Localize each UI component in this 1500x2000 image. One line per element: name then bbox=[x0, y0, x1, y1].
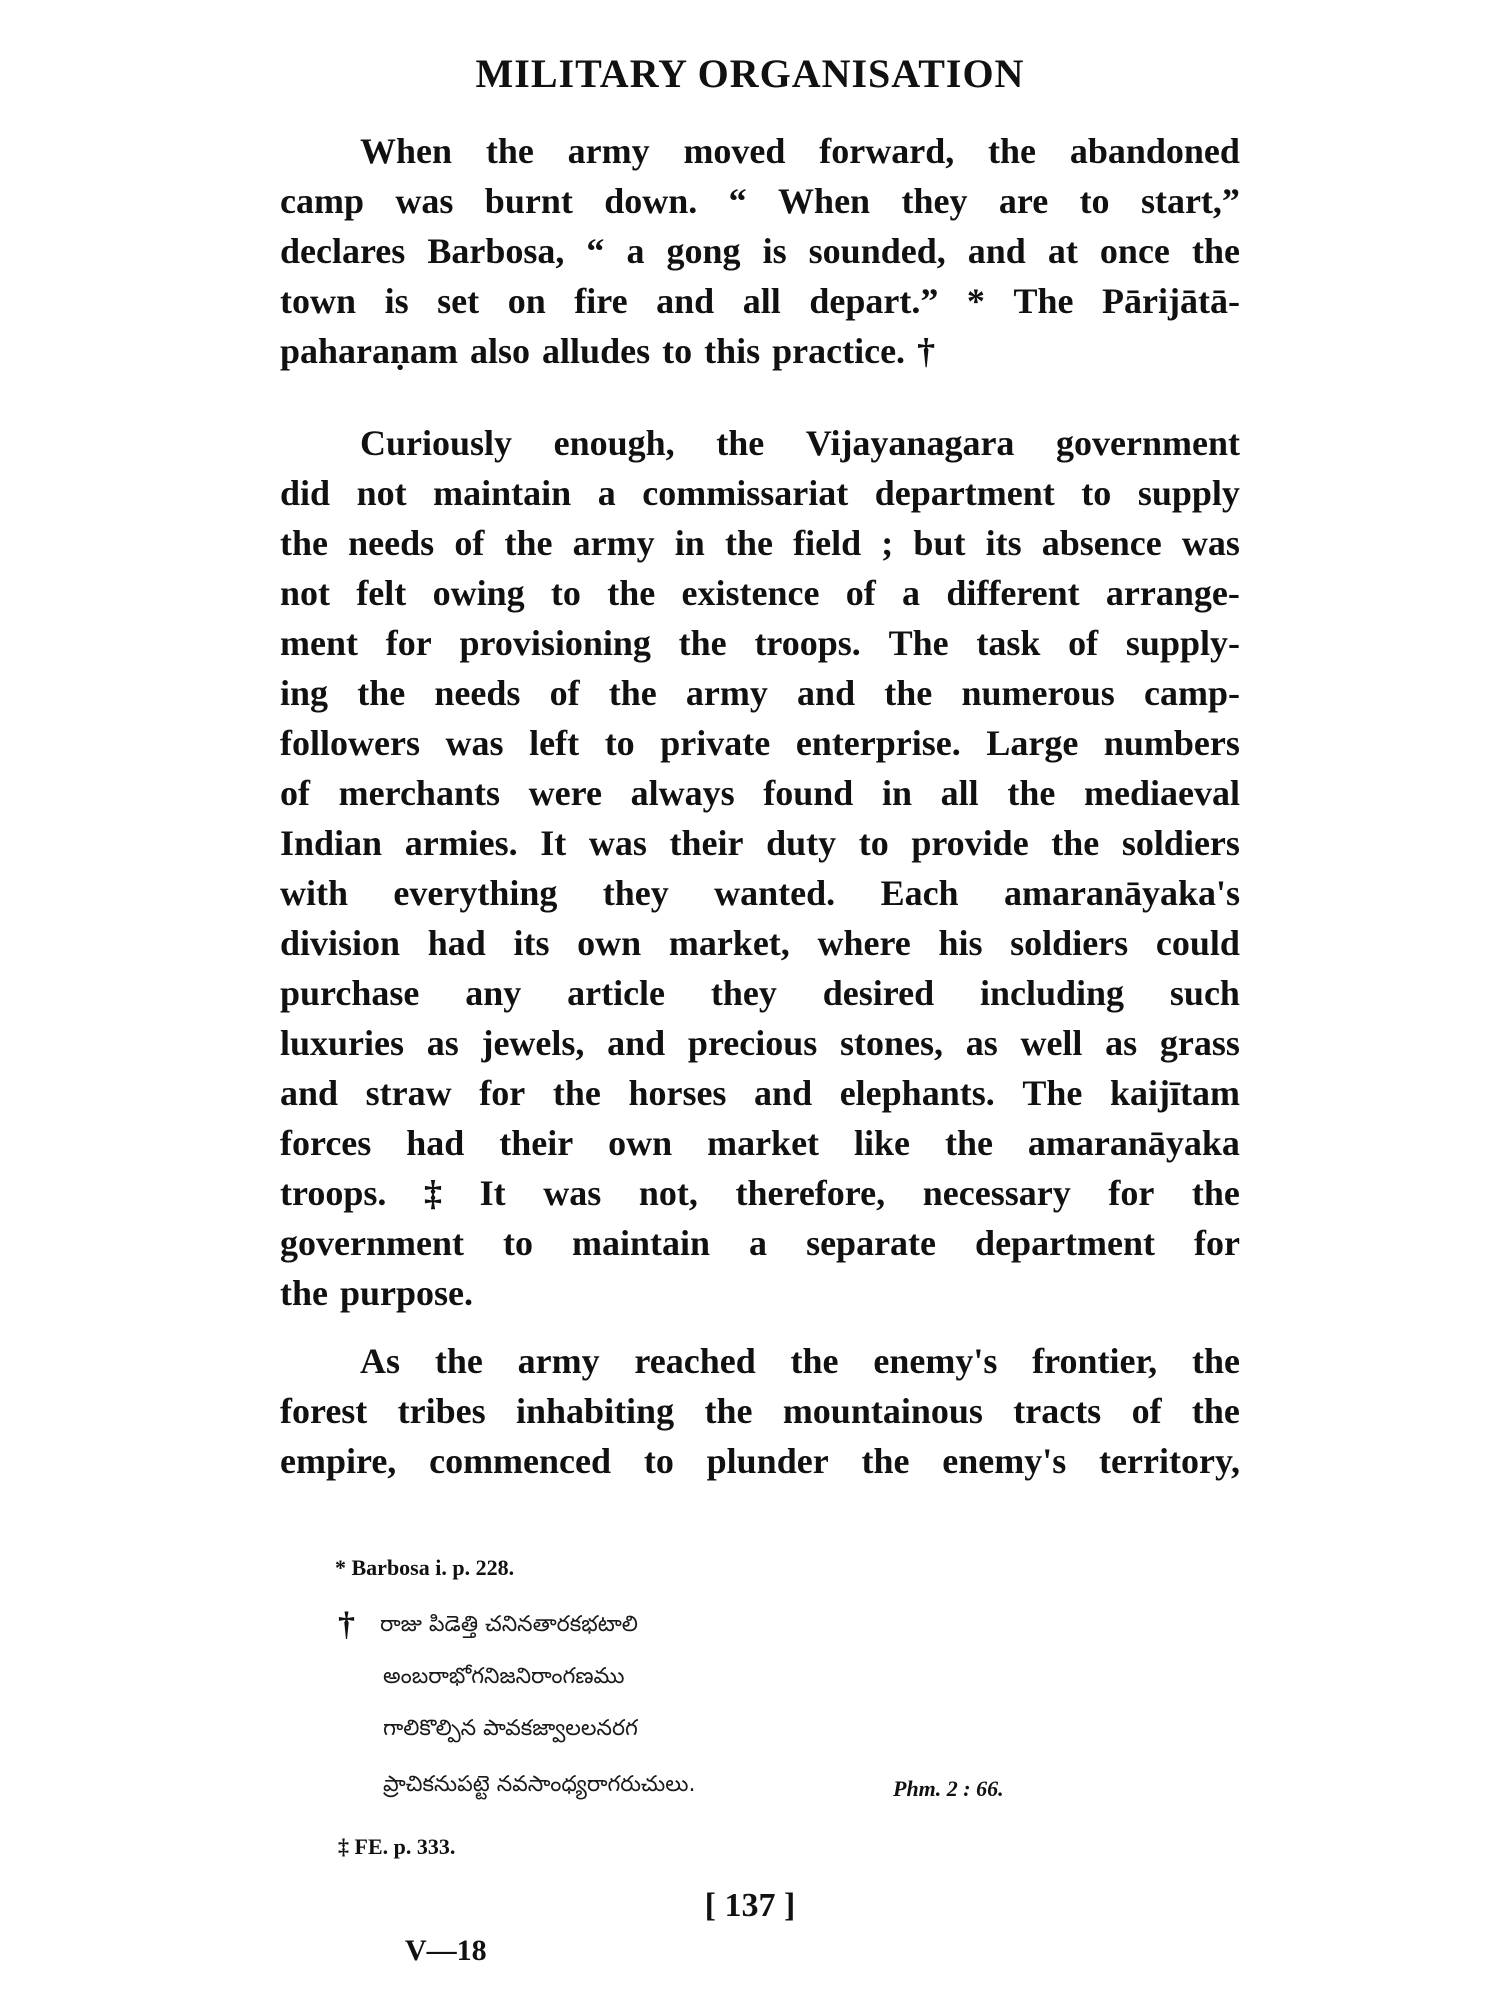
word: mediaeval bbox=[1084, 773, 1240, 813]
word: soldiers bbox=[1010, 923, 1129, 963]
word: supply- bbox=[1125, 623, 1240, 663]
word: duty bbox=[766, 823, 837, 863]
word: were bbox=[528, 773, 602, 813]
word: down. bbox=[604, 181, 698, 221]
word: tribes bbox=[397, 1391, 486, 1431]
word: had bbox=[406, 1123, 465, 1163]
word: division bbox=[280, 923, 401, 963]
text-line bbox=[280, 1436, 1240, 1486]
word: for bbox=[1108, 1173, 1155, 1213]
paragraph-3 bbox=[280, 1336, 1240, 1486]
word: armies. bbox=[404, 823, 518, 863]
text-line bbox=[280, 126, 1240, 176]
word: It bbox=[540, 823, 567, 863]
word: not bbox=[356, 473, 407, 513]
word: they bbox=[602, 873, 669, 913]
word: found bbox=[763, 773, 854, 813]
word: Pārijātā- bbox=[1102, 281, 1240, 321]
text-line bbox=[280, 1268, 1240, 1318]
word: The bbox=[1022, 1073, 1083, 1113]
word: was bbox=[588, 823, 647, 863]
text-line bbox=[280, 818, 1240, 868]
word: absence bbox=[1041, 523, 1162, 563]
word: sounded, bbox=[808, 231, 946, 271]
word: practice. bbox=[772, 331, 906, 371]
word: When bbox=[778, 181, 871, 221]
word: the bbox=[1191, 231, 1240, 271]
word: horses bbox=[628, 1073, 727, 1113]
word: to bbox=[1079, 181, 1110, 221]
word: for bbox=[479, 1073, 526, 1113]
word: and bbox=[967, 231, 1026, 271]
word: the bbox=[1007, 773, 1056, 813]
word: moved bbox=[683, 131, 786, 171]
word: desired bbox=[822, 973, 935, 1013]
word: to bbox=[502, 1223, 533, 1263]
word: depart.” bbox=[809, 281, 939, 321]
telugu-verse-line: గాలికొల్పిన పావకజ్వాలలనరగ bbox=[383, 1716, 638, 1741]
word: was bbox=[395, 181, 454, 221]
word: a bbox=[597, 473, 616, 513]
word: in bbox=[674, 523, 705, 563]
word: and bbox=[797, 673, 856, 713]
word: always bbox=[630, 773, 735, 813]
word: the bbox=[607, 573, 656, 613]
text-line bbox=[280, 1168, 1240, 1218]
word: the bbox=[861, 1441, 910, 1481]
word: could bbox=[1155, 923, 1240, 963]
word: amaranāyaka's bbox=[1003, 873, 1240, 913]
word: and bbox=[656, 281, 715, 321]
word: burnt bbox=[484, 181, 573, 221]
word: is bbox=[384, 281, 409, 321]
word: the bbox=[485, 131, 534, 171]
word: of bbox=[1131, 1391, 1162, 1431]
word: field bbox=[793, 523, 862, 563]
telugu-verse-line: రాజు పిడెత్తి చనినతారకభటాలి bbox=[380, 1612, 638, 1637]
word: private bbox=[660, 723, 771, 763]
word: everything bbox=[393, 873, 558, 913]
word: where bbox=[817, 923, 911, 963]
word: a bbox=[902, 573, 921, 613]
word: “ bbox=[728, 181, 747, 221]
text-line bbox=[280, 618, 1240, 668]
footnote-star: * Barbosa i. p. 228. bbox=[335, 1555, 515, 1580]
word: When bbox=[360, 131, 453, 171]
word: abandoned bbox=[1069, 131, 1240, 171]
word: to bbox=[550, 573, 581, 613]
word: are bbox=[998, 181, 1049, 221]
word: followers bbox=[280, 723, 420, 763]
word: the bbox=[552, 1073, 601, 1113]
word: commenced bbox=[429, 1441, 612, 1481]
word: the bbox=[1191, 1391, 1240, 1431]
word: alludes bbox=[542, 331, 651, 371]
word: troops. bbox=[754, 623, 861, 663]
word: amaranāyaka bbox=[1027, 1123, 1240, 1163]
word: merchants bbox=[338, 773, 500, 813]
word: and bbox=[754, 1073, 813, 1113]
word: existence bbox=[681, 573, 820, 613]
word: was bbox=[1181, 523, 1240, 563]
word: the bbox=[704, 1391, 753, 1431]
word: Vijayanagara bbox=[805, 423, 1015, 463]
word: ing bbox=[280, 673, 329, 713]
word: plunder bbox=[706, 1441, 829, 1481]
word: their bbox=[669, 823, 744, 863]
word: ment bbox=[280, 623, 358, 663]
word: once bbox=[1099, 231, 1170, 271]
word: territory, bbox=[1099, 1441, 1240, 1481]
word: the bbox=[608, 673, 657, 713]
text-line bbox=[280, 568, 1240, 618]
text-line bbox=[280, 768, 1240, 818]
word: “ bbox=[586, 231, 605, 271]
word: grass bbox=[1159, 1023, 1240, 1063]
text-line bbox=[280, 518, 1240, 568]
word: It bbox=[479, 1173, 506, 1213]
word: like bbox=[854, 1123, 911, 1163]
word: this bbox=[704, 331, 761, 371]
footnote-ddagger: ‡ FE. p. 333. bbox=[338, 1834, 456, 1859]
word: set bbox=[437, 281, 480, 321]
word: precious bbox=[687, 1023, 818, 1063]
word: purpose. bbox=[340, 1273, 474, 1313]
word: as bbox=[1105, 1023, 1138, 1063]
word: owing bbox=[432, 573, 525, 613]
word: camp bbox=[280, 181, 364, 221]
word: to bbox=[858, 823, 889, 863]
word: market, bbox=[668, 923, 790, 963]
word: its bbox=[985, 523, 1022, 563]
word: ; bbox=[881, 523, 894, 563]
word: The bbox=[1013, 281, 1074, 321]
word: tracts bbox=[1013, 1391, 1102, 1431]
word: to bbox=[662, 331, 693, 371]
word: all bbox=[940, 773, 979, 813]
word: they bbox=[710, 973, 777, 1013]
word: a bbox=[749, 1223, 768, 1263]
word: not bbox=[280, 573, 331, 613]
word: Indian bbox=[280, 823, 383, 863]
word: enemy's bbox=[873, 1341, 998, 1381]
word: frontier, bbox=[1032, 1341, 1158, 1381]
word: department bbox=[874, 473, 1055, 513]
word: * bbox=[966, 281, 985, 321]
word: army bbox=[517, 1341, 600, 1381]
word: of bbox=[845, 573, 876, 613]
page-number: [ 137 ] bbox=[704, 1887, 796, 1924]
word: market bbox=[707, 1123, 820, 1163]
word: as bbox=[426, 1023, 459, 1063]
word: provide bbox=[911, 823, 1029, 863]
word: forces bbox=[280, 1123, 372, 1163]
word: start,” bbox=[1140, 181, 1240, 221]
word: to bbox=[604, 723, 635, 763]
word: the bbox=[716, 423, 765, 463]
word: the bbox=[280, 523, 328, 563]
text-line bbox=[280, 1068, 1240, 1118]
word: camp- bbox=[1143, 673, 1240, 713]
text-line bbox=[280, 176, 1240, 226]
word: numerous bbox=[961, 673, 1115, 713]
word: provisioning bbox=[459, 623, 651, 663]
word: enough, bbox=[553, 423, 675, 463]
word: for bbox=[385, 623, 432, 663]
word: needs bbox=[434, 673, 521, 713]
word: the bbox=[1191, 1341, 1240, 1381]
word: The bbox=[888, 623, 949, 663]
word: mountainous bbox=[782, 1391, 983, 1431]
word: soldiers bbox=[1121, 823, 1240, 863]
word: his bbox=[938, 923, 983, 963]
word: ‡ bbox=[423, 1173, 442, 1213]
word: wanted. bbox=[714, 873, 836, 913]
word: elephants. bbox=[839, 1073, 995, 1113]
word: empire, bbox=[280, 1441, 397, 1481]
word: also bbox=[470, 331, 531, 371]
word: paharaṇam bbox=[280, 331, 459, 371]
word: in bbox=[881, 773, 913, 813]
word: was bbox=[543, 1173, 602, 1213]
telugu-verse-line: ప్రాచికనుపట్టె నవసాంధ్యరాగరుచులు. bbox=[383, 1772, 696, 1797]
word: had bbox=[427, 923, 486, 963]
word: any bbox=[465, 973, 522, 1013]
word: the bbox=[434, 1341, 483, 1381]
word: forward, bbox=[819, 131, 955, 171]
word: their bbox=[499, 1123, 574, 1163]
word: purchase bbox=[280, 973, 420, 1013]
word: gong bbox=[666, 231, 741, 271]
word: of bbox=[454, 523, 485, 563]
word: the bbox=[724, 523, 773, 563]
text-line bbox=[280, 1118, 1240, 1168]
word: commissariat bbox=[642, 473, 849, 513]
word: the bbox=[280, 1273, 328, 1313]
word: reached bbox=[634, 1341, 756, 1381]
word: the bbox=[504, 523, 553, 563]
word: left bbox=[529, 723, 580, 763]
signature-mark: V—18 bbox=[405, 1934, 487, 1967]
word: the bbox=[678, 623, 727, 663]
word: with bbox=[280, 873, 349, 913]
word: forest bbox=[280, 1391, 368, 1431]
word: maintain bbox=[433, 473, 572, 513]
footnote-dagger-ref: Phm. 2 : 66. bbox=[893, 1776, 1004, 1801]
dagger-mark: † bbox=[338, 1606, 355, 1643]
word: all bbox=[742, 281, 781, 321]
text-line bbox=[280, 1336, 1240, 1386]
text-line bbox=[280, 918, 1240, 968]
word: government bbox=[280, 1223, 464, 1263]
word: army bbox=[567, 131, 650, 171]
text-line bbox=[280, 718, 1240, 768]
word: luxuries bbox=[280, 1023, 405, 1063]
word: of bbox=[549, 673, 580, 713]
telugu-verse-line: అంబరాభోగనిజనిరాంగణము bbox=[383, 1664, 625, 1689]
word: army bbox=[685, 673, 768, 713]
word: own bbox=[608, 1123, 673, 1163]
word: maintain bbox=[572, 1223, 711, 1263]
word: to bbox=[1081, 473, 1112, 513]
text-line bbox=[280, 868, 1240, 918]
word: for bbox=[1194, 1223, 1240, 1263]
word: declares bbox=[280, 231, 406, 271]
word: the bbox=[884, 673, 933, 713]
text-line bbox=[280, 468, 1240, 518]
text-line bbox=[280, 1386, 1240, 1436]
word: the bbox=[357, 673, 406, 713]
word: troops. bbox=[280, 1173, 387, 1213]
word: army bbox=[572, 523, 655, 563]
word: they bbox=[901, 181, 968, 221]
word: As bbox=[360, 1341, 401, 1381]
word: a bbox=[626, 231, 645, 271]
word: task bbox=[976, 623, 1041, 663]
word: Curiously bbox=[360, 423, 513, 463]
word: article bbox=[567, 973, 666, 1013]
word: well bbox=[1020, 1023, 1083, 1063]
word: not, bbox=[638, 1173, 698, 1213]
word: the bbox=[790, 1341, 839, 1381]
word: supply bbox=[1137, 473, 1240, 513]
word: inhabiting bbox=[516, 1391, 675, 1431]
word: therefore, bbox=[735, 1173, 886, 1213]
word: fire bbox=[574, 281, 628, 321]
word: stones, bbox=[839, 1023, 943, 1063]
text-line bbox=[280, 1218, 1240, 1268]
text-line bbox=[280, 276, 1240, 326]
word: on bbox=[507, 281, 546, 321]
word: its bbox=[513, 923, 550, 963]
word: the bbox=[1051, 823, 1100, 863]
word: department bbox=[975, 1223, 1156, 1263]
word: town bbox=[280, 281, 357, 321]
text-line bbox=[280, 326, 1240, 376]
text-line bbox=[280, 968, 1240, 1018]
word: did bbox=[280, 473, 331, 513]
word: own bbox=[577, 923, 642, 963]
word: Barbosa, bbox=[427, 231, 565, 271]
word: as bbox=[965, 1023, 998, 1063]
word: was bbox=[445, 723, 504, 763]
text-line bbox=[280, 668, 1240, 718]
word: straw bbox=[365, 1073, 452, 1113]
paragraph-2 bbox=[280, 418, 1240, 1318]
paragraph-1 bbox=[280, 126, 1240, 376]
word: at bbox=[1047, 231, 1078, 271]
word: the bbox=[1191, 1173, 1240, 1213]
word: including bbox=[979, 973, 1125, 1013]
text-line bbox=[280, 418, 1240, 468]
text-line bbox=[280, 1018, 1240, 1068]
word: felt bbox=[356, 573, 407, 613]
word: such bbox=[1169, 973, 1240, 1013]
word: needs bbox=[348, 523, 435, 563]
word: to bbox=[643, 1441, 674, 1481]
word: separate bbox=[806, 1223, 937, 1263]
word: jewels, bbox=[481, 1023, 585, 1063]
word: enemy's bbox=[942, 1441, 1067, 1481]
word: kaijītam bbox=[1109, 1073, 1240, 1113]
word: necessary bbox=[922, 1173, 1071, 1213]
word: but bbox=[913, 523, 966, 563]
word: of bbox=[1068, 623, 1099, 663]
word: and bbox=[280, 1073, 339, 1113]
word: government bbox=[1056, 423, 1240, 463]
word: is bbox=[762, 231, 787, 271]
word: † bbox=[917, 331, 936, 371]
text-line bbox=[280, 226, 1240, 276]
word: numbers bbox=[1103, 723, 1240, 763]
word: Large bbox=[986, 723, 1079, 763]
word: enterprise. bbox=[795, 723, 961, 763]
word: arrange- bbox=[1105, 573, 1240, 613]
page-header: MILITARY ORGANISATION bbox=[475, 51, 1025, 96]
word: different bbox=[946, 573, 1080, 613]
word: the bbox=[944, 1123, 993, 1163]
word: of bbox=[280, 773, 310, 813]
word: and bbox=[607, 1023, 666, 1063]
word: the bbox=[988, 131, 1037, 171]
word: Each bbox=[880, 873, 959, 913]
